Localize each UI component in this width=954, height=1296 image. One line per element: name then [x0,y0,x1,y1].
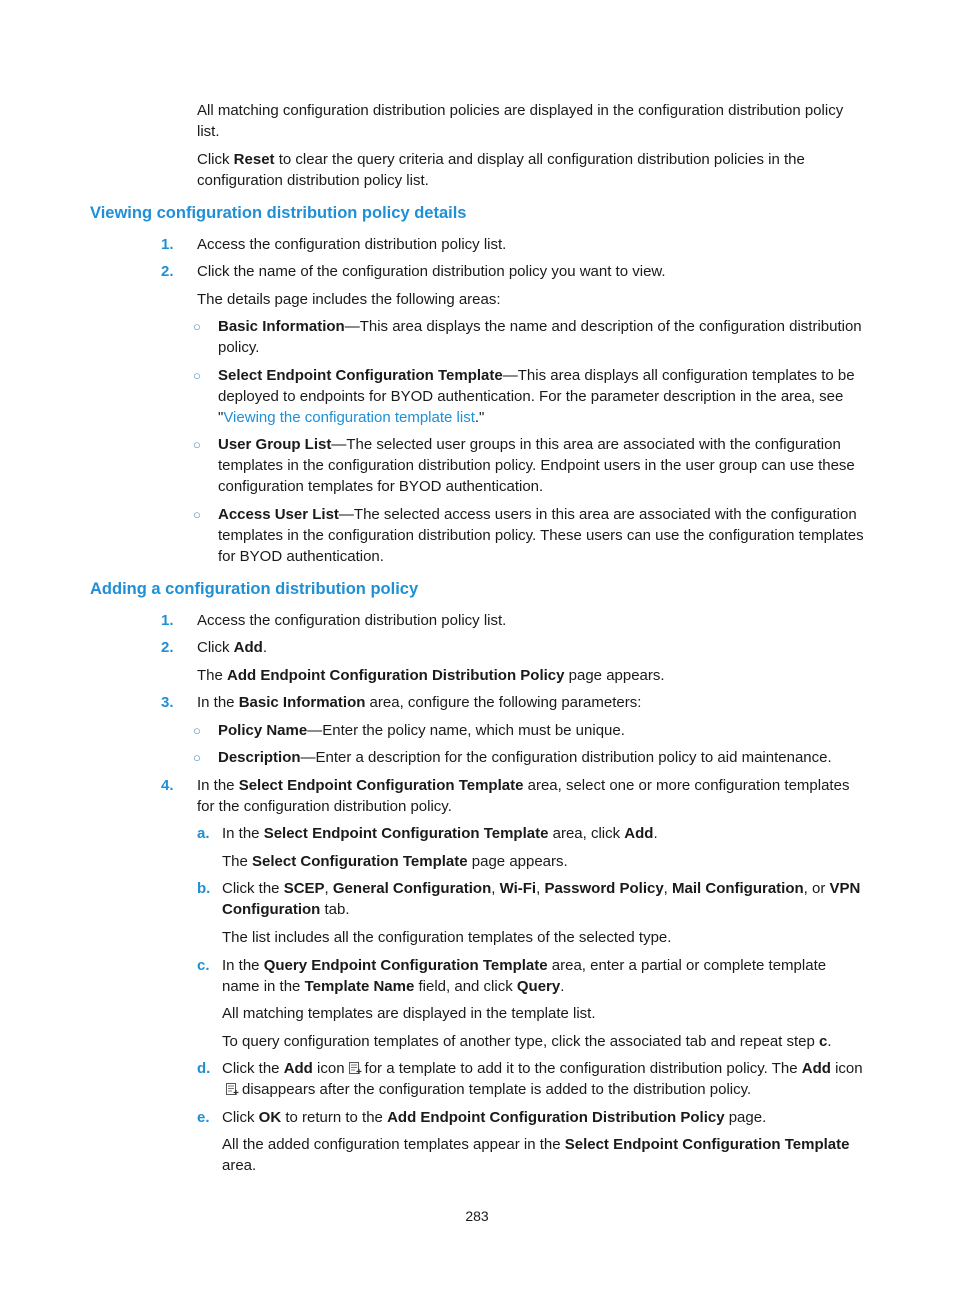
step-number: 4. [161,777,174,794]
tab-name: Password Policy [544,880,664,897]
text: , or [803,880,830,897]
text: page. [724,1109,767,1126]
text: to return to the [281,1109,388,1126]
step-number: 2. [161,263,174,280]
step-number: 1. [161,236,174,253]
term: Select Endpoint Configuration Template [564,1136,850,1153]
section-heading-viewing: Viewing configuration distribution policy details [90,204,467,222]
term: Add [233,639,263,656]
substep-note [222,1031,866,1052]
substep-text [222,955,866,997]
step-text: Access the configuration distribution policy list. [197,612,507,629]
page-number: 283 [465,1208,489,1224]
bullet-icon: ○ [193,368,201,383]
text: , [324,880,333,897]
area-select-template [218,365,866,428]
term: c [819,1033,828,1050]
text: for a template to add it to the configuration distribution policy. The [364,1060,802,1077]
step-number: 2. [161,639,174,656]
term: Query Endpoint Configuration Template [263,957,548,974]
text: to clear the query criteria and display all configuration distribution policies in the configuration distribution policy list. [197,151,805,189]
bullet-icon: ○ [193,319,201,334]
term: Add Endpoint Configuration Distribution Policy [227,667,565,684]
text: In the [222,825,264,842]
substep-note: All matching templates are displayed in the template list. [222,1005,596,1022]
text: Click the [222,1060,284,1077]
add-template-icon [348,1061,362,1075]
step-text [197,637,865,658]
intro-text: All matching configuration distribution policies are displayed in the configuration distribution policy list. [197,102,844,140]
text: tab. [320,901,350,918]
term: Select Endpoint Configuration Template [238,777,524,794]
param-policy-name [218,720,866,741]
term: Select Endpoint Configuration Template [263,825,549,842]
text: In the [197,694,239,711]
step-text [197,692,865,713]
areas-intro: The details page includes the following areas: [197,291,501,308]
text: . [827,1033,832,1050]
text: . [653,825,658,842]
term: Basic Information [218,318,345,335]
text: Click [197,639,234,656]
text: Click [197,151,234,168]
text: —This area displays the name and description of the configuration distribution policy. [218,318,862,356]
tab-name: Wi-Fi [499,880,537,897]
term: Add Endpoint Configuration Distribution Policy [387,1109,725,1126]
step-number: 1. [161,612,174,629]
bullet-icon: ○ [193,723,201,738]
text: area, select one or more configuration templates for the configuration distribution policy. [197,777,850,815]
section-heading-adding: Adding a configuration distribution policy [90,580,419,598]
substep-letter: d. [197,1060,211,1077]
step-note [197,665,865,686]
text: icon [830,1060,863,1077]
text: area, configure the following parameters: [365,694,642,711]
text: area, click [548,825,625,842]
text: —This area displays all configuration templates to be deployed to endpoints for BYOD authentication. For the parameter description in the area, see " [218,367,855,426]
text: Click the [222,880,284,897]
step-text: Click the name of the configuration distribution policy you want to view. [197,263,666,280]
bullet-icon: ○ [193,507,201,522]
text: area, enter a partial or complete template name in the [222,957,827,995]
term: Select Configuration Template [252,853,468,870]
term: Basic Information [238,694,366,711]
substep-note [222,851,866,872]
term: Query [516,978,561,995]
text: —Enter a description for the configuration distribution policy to aid maintenance. [300,749,832,766]
term: Description [218,749,301,766]
intro-paragraph-2 [197,149,865,191]
substep-note: The list includes all the configuration templates of the selected type. [222,929,672,946]
text: All the added configuration templates appear in the [222,1136,565,1153]
step-number: 3. [161,694,174,711]
text: The [197,667,228,684]
text: icon [312,1060,345,1077]
step-text [197,775,865,817]
text: page appears. [467,853,568,870]
text: field, and click [414,978,517,995]
substep-letter: b. [197,880,211,897]
text: , [536,880,545,897]
bullet-icon: ○ [193,437,201,452]
text: . [560,978,565,995]
text: —The selected access users in this area are associated with the configuration templates in the configuration distribution policy. These users can use the configuration templates for BYOD authentication. [218,506,864,565]
text: —The selected user groups in this area are associated with the configuration templates in the configuration distribution policy. Endpoint users in the user group can use these configuration templates for BYOD authentication. [218,436,855,495]
term: Access User List [218,506,339,523]
area-user-group-list [218,434,866,497]
param-description [218,747,866,768]
tab-name: Mail Configuration [672,880,804,897]
bullet-icon: ○ [193,750,201,765]
term: Add [283,1060,313,1077]
substep-text [222,878,866,920]
reset-label: Reset [233,151,275,168]
text: In the [222,957,264,974]
step-text: Access the configuration distribution policy list. [197,236,507,253]
intro-paragraph-1 [197,100,865,142]
tab-name: SCEP [283,880,325,897]
template-list-link[interactable]: Viewing the configuration template list [223,409,475,426]
text: disappears after the configuration template is added to the distribution policy. [242,1081,752,1098]
term: User Group List [218,436,332,453]
text: Click [222,1109,259,1126]
text: ." [474,409,485,426]
text: page appears. [564,667,665,684]
substep-letter: e. [197,1109,210,1126]
substep-text [222,1107,866,1128]
term: Template Name [304,978,415,995]
tab-name: VPN Configuration [222,880,861,918]
substep-text [222,1058,866,1100]
text: The [222,853,253,870]
text: —Enter the policy name, which must be unique. [307,722,625,739]
term: Select Endpoint Configuration Template [218,367,503,384]
substep-letter: c. [197,957,210,974]
substep-letter: a. [197,825,210,842]
term: Add [624,825,654,842]
text: To query configuration templates of another type, click the associated tab and repeat step [222,1033,820,1050]
area-access-user-list [218,504,866,567]
term: Policy Name [218,722,308,739]
term: OK [258,1109,282,1126]
text: . [262,639,268,656]
substep-text [222,823,866,844]
text: area. [222,1157,257,1174]
tab-name: General Configuration [332,880,492,897]
term: Add [801,1060,831,1077]
text: , [663,880,673,897]
substep-note [222,1134,866,1176]
text: , [491,880,500,897]
add-template-icon [225,1082,239,1096]
text: In the [197,777,239,794]
area-basic-information [218,316,866,358]
